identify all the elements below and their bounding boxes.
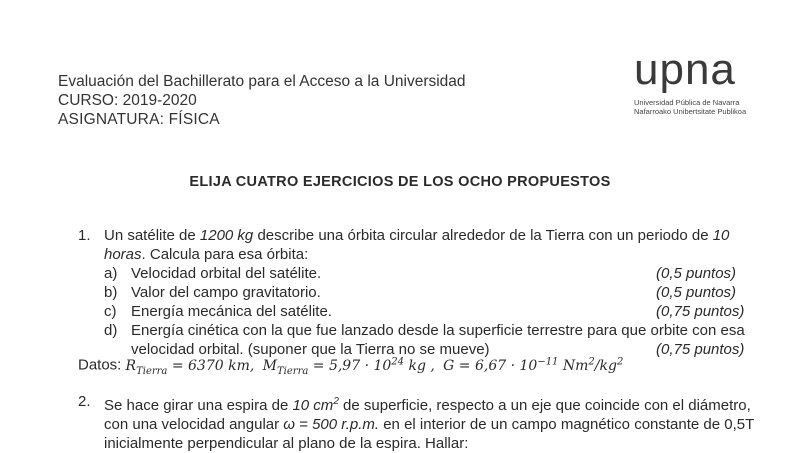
item-letter: b) xyxy=(104,284,118,301)
item-letter: d) xyxy=(104,322,118,339)
statement-text: . Calcula para esa órbita: xyxy=(141,246,309,263)
exercise-1-statement xyxy=(104,226,758,264)
period-value: 10 xyxy=(712,227,730,244)
logo-line-1: Universidad Pública de Navarra xyxy=(634,98,740,107)
unit: /kg xyxy=(594,357,617,374)
value: = 6370 km, xyxy=(167,357,255,374)
subject-label: ASIGNATURA: xyxy=(58,111,165,128)
exponent: 2 xyxy=(616,356,624,367)
item-text: Valor del campo gravitatorio. xyxy=(131,284,321,301)
item-letter: c) xyxy=(104,303,117,320)
coil-area: 10 cm xyxy=(292,397,334,414)
question-item xyxy=(104,264,744,283)
earth-mass xyxy=(262,356,435,377)
statement-text: con una velocidad angular xyxy=(104,416,284,433)
period-unit: horas xyxy=(104,246,142,263)
header-line-1: Evaluación del Bachillerato para el Acceso a la Universidad xyxy=(58,73,466,90)
subject-value: FÍSICA xyxy=(168,111,220,128)
data-label: Datos: xyxy=(78,356,122,374)
exponent: −11 xyxy=(537,356,559,367)
statement-text: Un satélite de xyxy=(104,227,200,244)
logo-word: upna xyxy=(634,45,736,94)
item-text: velocidad orbital. (suponer que la Tierra no se mueve) xyxy=(131,341,490,358)
header-subject xyxy=(58,110,466,129)
statement-text: inicialmente perpendicular al plano de la espira. Hallar: xyxy=(104,435,469,452)
unit: kg , xyxy=(404,357,435,374)
exam-instructions-title: ELIJA CUATRO EJERCICIOS DE LOS OCHO PROPUESTOS xyxy=(189,174,611,190)
unit: Nm xyxy=(558,357,589,374)
exercise-number: 2. xyxy=(78,393,91,410)
logo-line-2: Nafarroako Unibertsitate Publikoa xyxy=(634,107,747,116)
symbol: R xyxy=(125,357,137,374)
exponent: 24 xyxy=(391,356,405,367)
value: G = 6,67 · 10 xyxy=(443,357,538,374)
statement-text: describe una órbita circular alrededor de la Tierra con un periodo de xyxy=(253,227,713,244)
gravitational-constant xyxy=(443,358,623,374)
subscript: Tierra xyxy=(136,365,168,377)
question-item xyxy=(104,283,744,302)
item-points: (0,5 puntos) xyxy=(656,284,737,301)
item-text: Energía cinética con la que fue lanzado desde la superficie terrestre para que orbite con esa xyxy=(131,322,745,339)
satellite-mass: 1200 kg xyxy=(199,227,254,244)
subscript: Tierra xyxy=(277,365,309,377)
value: = 5,97 · 10 xyxy=(308,357,392,374)
symbol: M xyxy=(262,357,277,374)
item-points: (0,75 puntos) xyxy=(656,303,745,320)
question-item xyxy=(104,321,744,340)
angular-velocity: ω = 500 r.p.m. xyxy=(283,416,380,433)
question-item xyxy=(104,302,744,321)
item-points: (0,75 puntos) xyxy=(656,341,745,358)
item-text: Energía mecánica del satélite. xyxy=(131,303,332,320)
exponent: 2 xyxy=(588,356,595,367)
earth-radius xyxy=(125,357,255,377)
exponent: 2 xyxy=(333,396,339,407)
university-logo xyxy=(634,45,764,116)
exercise-number: 1. xyxy=(78,227,91,244)
exercise-2-statement xyxy=(104,392,758,453)
statement-text: Se hace girar una espira de xyxy=(104,397,293,414)
exercise-1-data xyxy=(78,356,623,376)
statement-text: en el interior de un campo magnético constante de 0,5T xyxy=(379,416,755,433)
exam-header xyxy=(58,72,466,129)
header-course: CURSO: 2019-2020 xyxy=(58,92,197,109)
item-letter: a) xyxy=(104,265,118,282)
item-points: (0,5 puntos) xyxy=(656,265,737,282)
statement-text: de superficie, respecto a un eje que coincide con el diámetro, xyxy=(338,397,751,414)
item-text: Velocidad orbital del satélite. xyxy=(131,265,322,282)
